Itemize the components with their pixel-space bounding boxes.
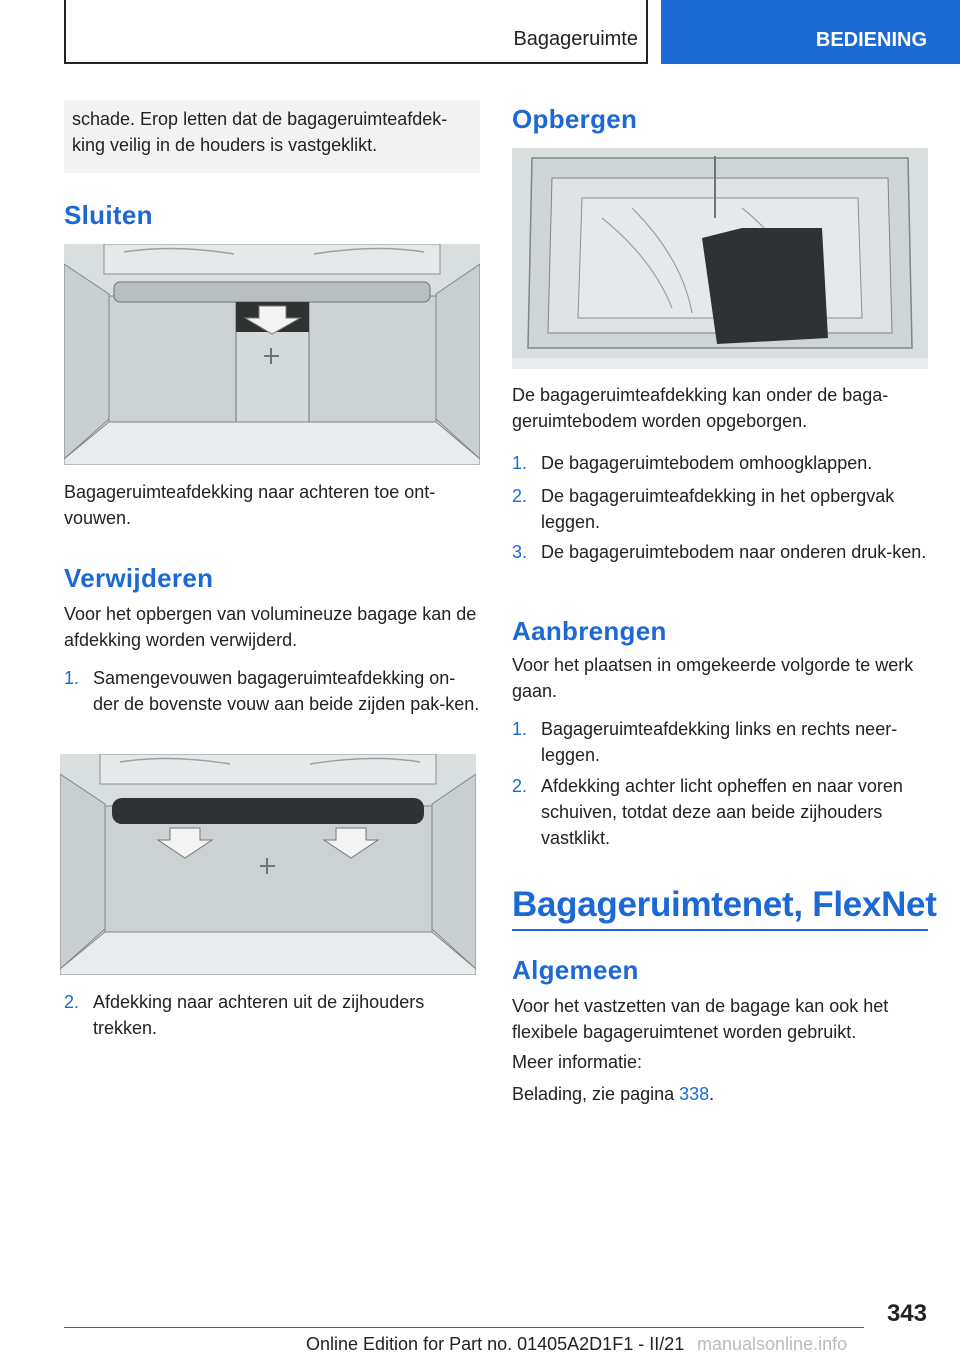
more-info-label: Meer informatie: xyxy=(512,1052,643,1072)
step-number: 1. xyxy=(512,719,528,739)
step-number: 2. xyxy=(64,992,80,1012)
edition-text: Online Edition for Part no. 01405A2D1F1 - II/21 xyxy=(306,1334,685,1354)
step-number: 3. xyxy=(512,542,528,562)
intro-aanbrengen: Voor het plaatsen in omgekeerde volgorde te werk gaan. xyxy=(512,655,914,701)
step-number: 1. xyxy=(64,668,80,688)
heading-algemeen: Algemeen xyxy=(512,955,639,985)
reference-text: Belading, zie pagina xyxy=(512,1084,680,1104)
page-number: 343 xyxy=(886,1300,927,1327)
page-link[interactable]: 338 xyxy=(679,1084,710,1104)
figure-storage-compartment xyxy=(512,148,928,369)
list-item xyxy=(512,483,928,535)
list-item xyxy=(64,665,480,717)
list-item xyxy=(512,539,928,565)
figure-cover-closing xyxy=(64,244,480,465)
watermark: manualsonline.info xyxy=(697,1334,848,1354)
figure-cover-removal xyxy=(60,754,476,975)
step-text: Samengevouwen bagageruimteafdekking on-der de bovenste vouw aan beide zijden pak-ken. xyxy=(93,668,480,714)
step-text: Afdekking achter licht opheffen en naar voren schuiven, totdat deze aan beide zijhouders vastklikt. xyxy=(541,776,903,848)
footer-divider xyxy=(64,1327,864,1328)
step-text: De bagageruimtebodem naar onderen druk-ken. xyxy=(541,542,927,562)
step-text: Afdekking naar achteren uit de zijhouders trekken. xyxy=(93,992,425,1038)
intro-opbergen: De bagageruimteafdekking kan onder de baga-geruimtebodem worden opgeborgen. xyxy=(512,385,889,431)
step-text: Bagageruimteafdekking links en rechts neer-leggen. xyxy=(541,719,898,765)
step-number: 2. xyxy=(512,486,528,506)
note-box: schade. Erop letten dat de bagageruimteafdek-king veilig in de houders is vastgeklikt. xyxy=(64,100,480,173)
list-item xyxy=(512,773,928,851)
heading-aanbrengen: Aanbrengen xyxy=(512,616,667,646)
list-item xyxy=(64,989,480,1041)
step-text: De bagageruimtebodem omhoogklappen. xyxy=(541,453,873,473)
section-title: Bagageruimte xyxy=(513,28,638,50)
intro-algemeen: Voor het vastzetten van de bagage kan ook het flexibele bagageruimtenet worden gebruikt. xyxy=(512,996,889,1042)
caption-sluiten: Bagageruimteafdekking naar achteren toe ont-vouwen. xyxy=(64,482,436,528)
reference-suffix: . xyxy=(709,1084,715,1104)
step-text: De bagageruimteafdekking in het opbergvak leggen. xyxy=(541,486,895,532)
page-reference xyxy=(512,1081,928,1107)
list-item xyxy=(512,450,928,476)
section-divider xyxy=(512,929,928,931)
section-title-flexnet: Bagageruimtenet, FlexNet xyxy=(512,885,937,924)
heading-verwijderen: Verwijderen xyxy=(64,563,214,593)
heading-sluiten: Sluiten xyxy=(64,200,153,230)
step-number: 1. xyxy=(512,453,528,473)
chapter-tab: BEDIENING xyxy=(661,0,960,64)
step-number: 2. xyxy=(512,776,528,796)
intro-verwijderen: Voor het opbergen van volumineuze bagage kan de afdekking worden verwijderd. xyxy=(64,604,477,650)
list-item xyxy=(512,716,928,768)
heading-opbergen: Opbergen xyxy=(512,104,638,134)
